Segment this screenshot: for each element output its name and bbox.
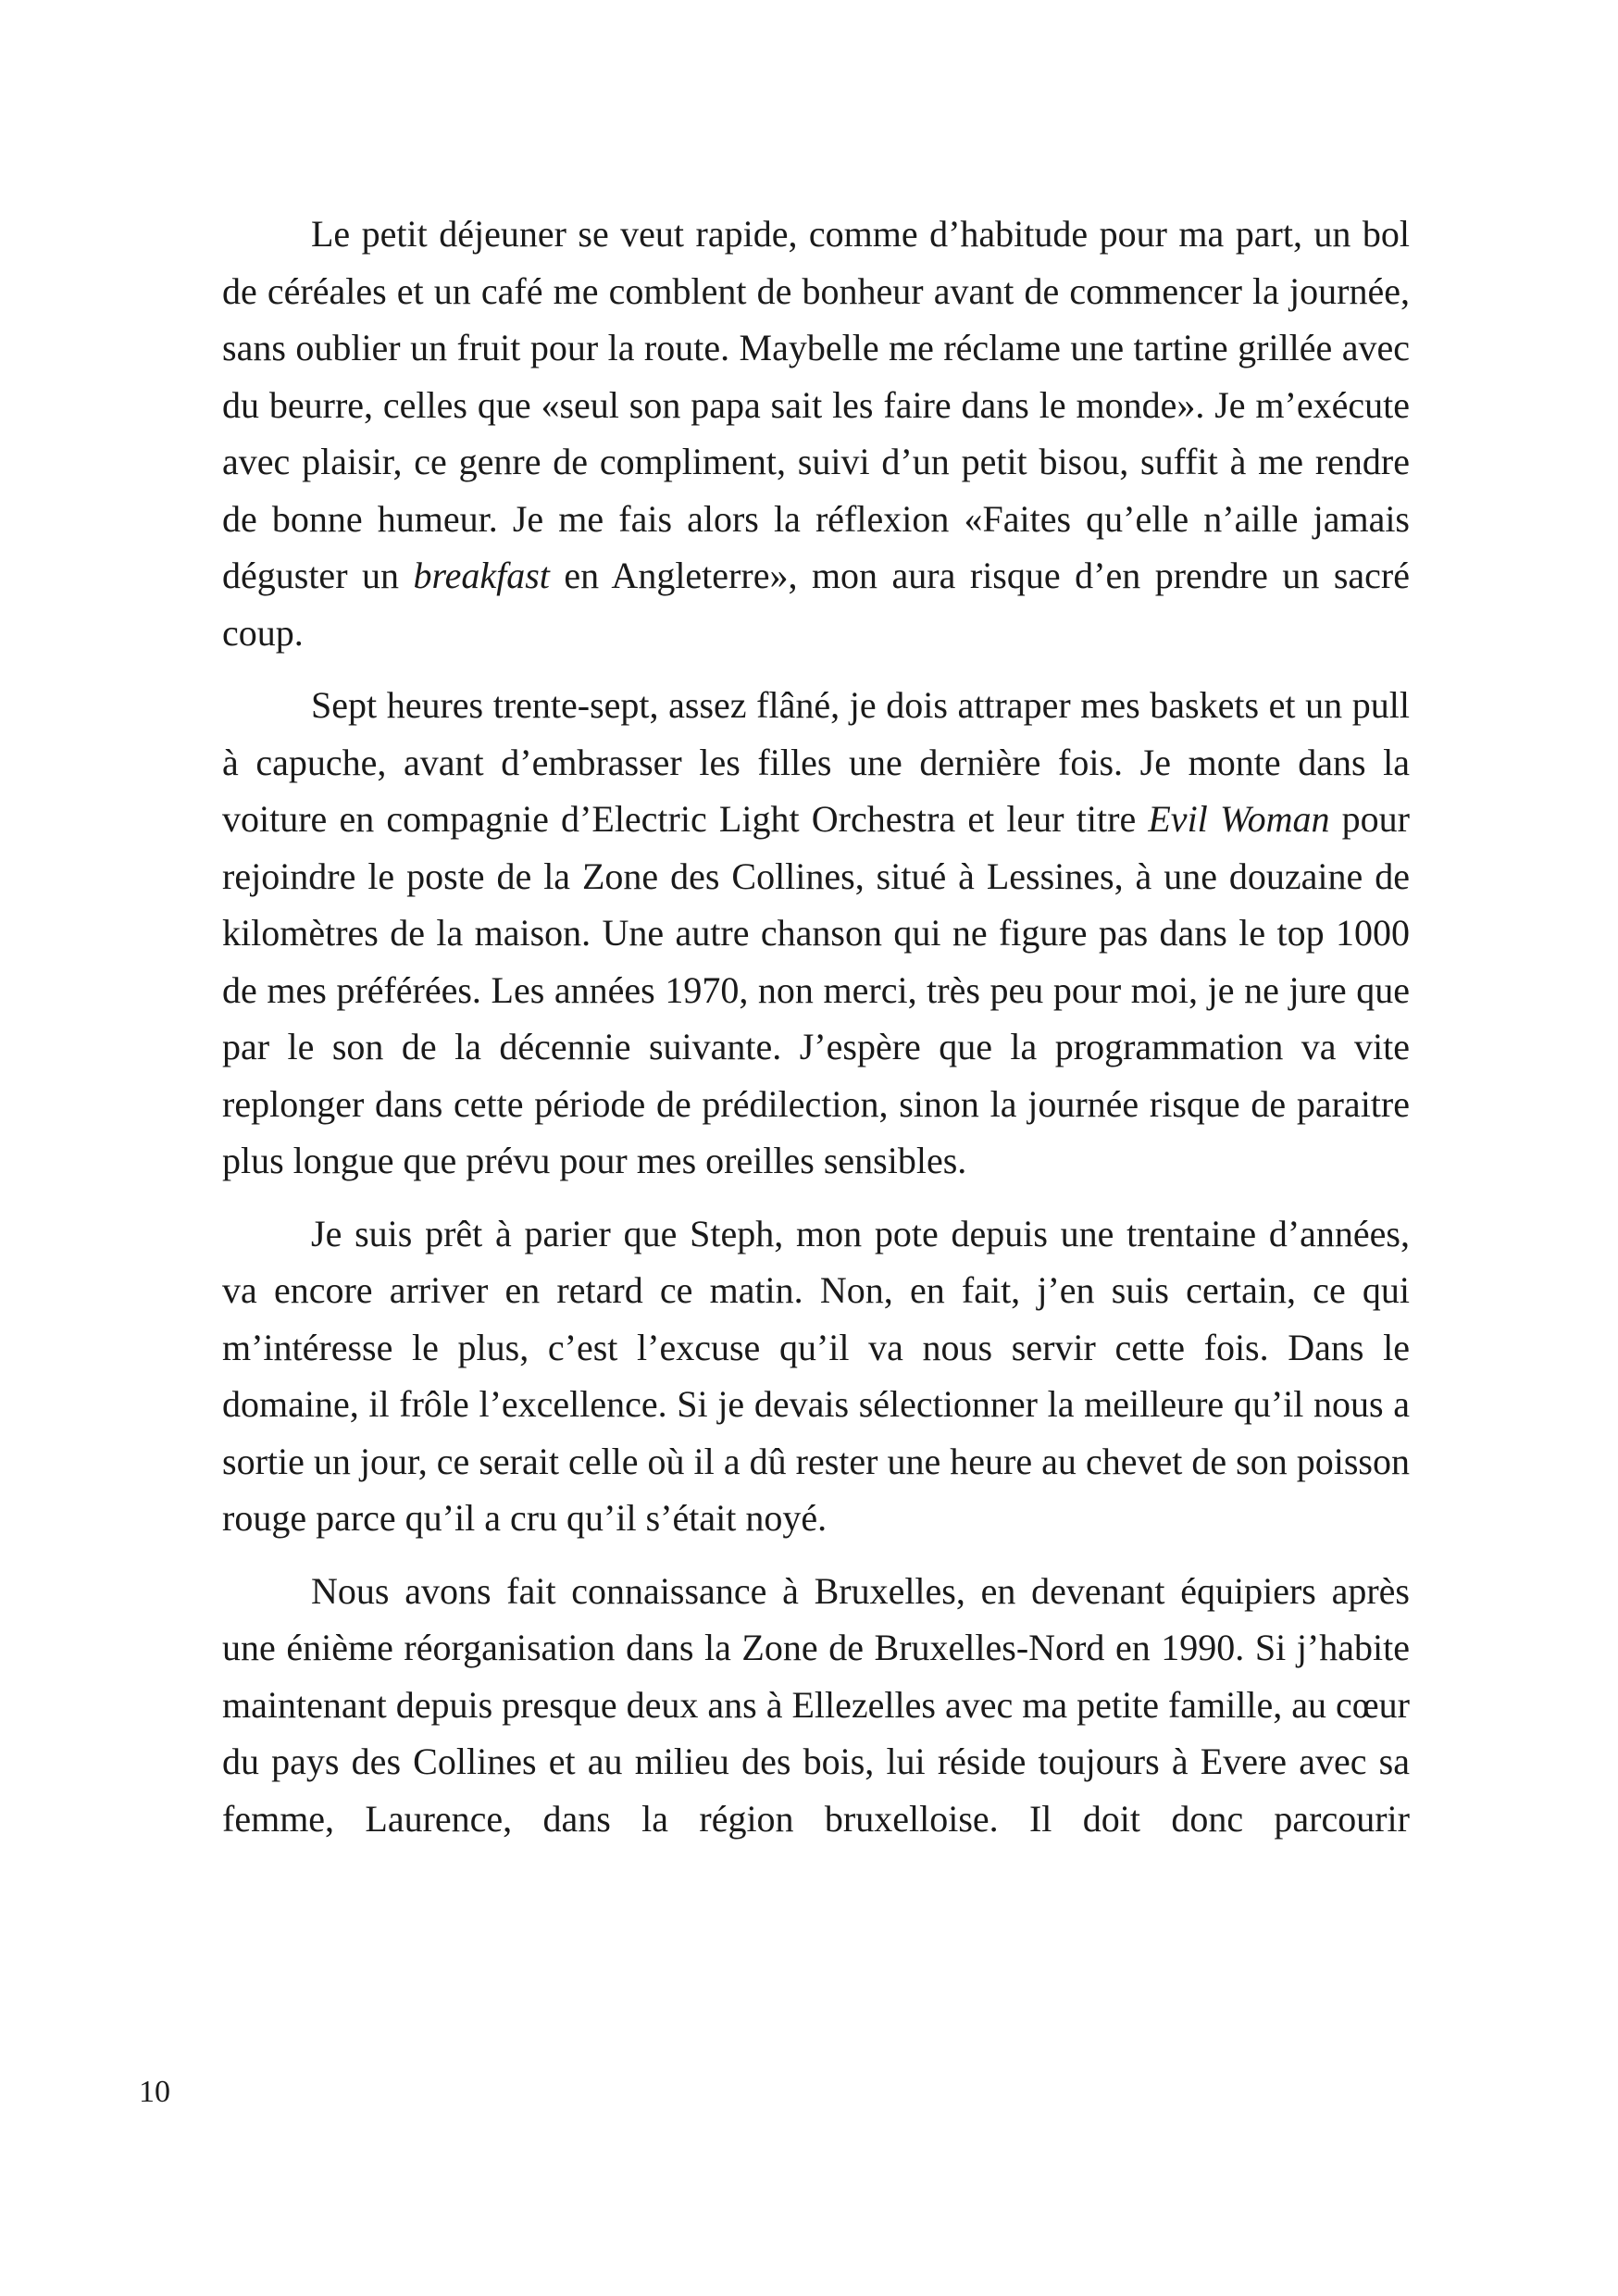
body-text [222, 206, 1410, 1863]
paragraph-steph [222, 1205, 1410, 1547]
paragraph-text: Nous avons fait connaissance à Bruxelles, en devenant équipiers après une énième réorganisation dans la Zone de Bruxelles-Nord en 1990. Si j’habite maintenant depuis presque deux ans à Ellezelles avec ma petite famille, au cœur du pays des Collines et au milieu des bois, lui réside toujours à Evere avec sa femme, Laurence, dans la région bruxelloise. Il doit donc parcourir [222, 1569, 1410, 1840]
paragraph-text: Sept heures trente-sept, assez flâné, je dois attraper mes baskets et un pull à capuche, avant d’embrasser les filles une dernière fois. Je monte dans la voiture en compagnie d’Electric Light Orchestra et leur titre [222, 684, 1410, 840]
paragraph-brussels [222, 1563, 1410, 1848]
paragraph-text: Je suis prêt à parier que Steph, mon pote depuis une trentaine d’années, va encore arriver en retard ce matin. Non, en fait, j’en suis certain, ce qui m’intéresse le plus, c’est l’excuse qu’il va nous servir cette fois. Dans le domaine, il frôle l’excellence. Si je devais sélectionner la meilleure qu’il nous a sortie un jour, ce serait celle où il a dû rester une heure au chevet de son poisson rouge parce qu’il a cru qu’il s’était noyé. [222, 1212, 1410, 1539]
paragraph-text: Le petit déjeuner se veut rapide, comme d’habitude pour ma part, un bol de céréales et un café me comblent de bonheur avant de commencer la journée, sans oublier un fruit pour la route. Maybelle me réclame une tartine grillée avec du beurre, celles que «seul son papa sait les faire dans le monde». Je m’exécute avec plaisir, ce genre de compliment, suivi d’un petit bisou, suffit à me rendre de bonne humeur. Je me fais alors la réflexion «Faites qu’elle n’aille jamais déguster un [222, 213, 1410, 596]
paragraph-departure [222, 677, 1410, 1190]
paragraph-text: pour rejoindre le poste de la Zone des Collines, situé à Lessines, à une douzaine de kilomètres de la maison. Une autre chanson qui ne figure pas dans le top 1000 de mes préférées. Les années 1970, non merci, très peu pour moi, je ne jure que par le son de la décennie suivante. J’espère que la programmation va vite replonger dans cette période de prédilection, sinon la journée risque de paraitre plus longue que prévu pour mes oreilles sensibles. [222, 798, 1410, 1181]
paragraph-text: en Angleterre», mon aura risque d’en prendre un sacré coup. [222, 555, 1410, 654]
page-number: 10 [139, 2075, 170, 2109]
italic-word-breakfast: breakfast [413, 555, 550, 596]
paragraph-breakfast [222, 206, 1410, 661]
italic-song-title: Evil Woman [1148, 798, 1330, 840]
